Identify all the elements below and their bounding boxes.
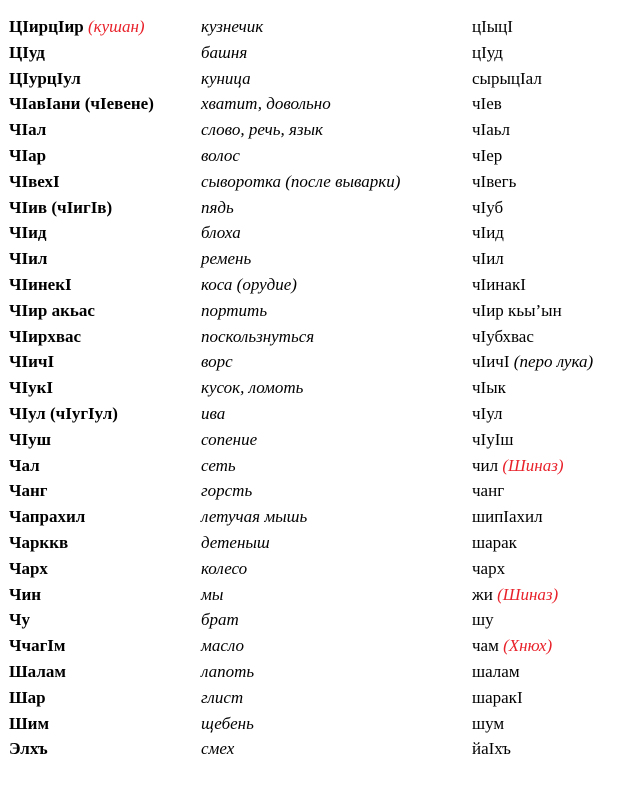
meaning-cell: сопение [201, 429, 258, 449]
table-row [9, 195, 634, 221]
cognate-text: шалам [472, 661, 520, 681]
meaning-cell: щебень [201, 713, 254, 733]
word-text: ЧIид [9, 223, 47, 243]
cognate-cell [472, 324, 534, 350]
cognate-cell [472, 711, 504, 737]
cognate-text: чIил [472, 249, 504, 269]
cognate-cell [472, 607, 494, 633]
meaning-cell: смех [201, 739, 235, 759]
word-cell [9, 659, 66, 685]
word-table [9, 14, 634, 762]
cognate-text: чIвегь [472, 171, 517, 191]
word-cell [9, 349, 54, 375]
cognate-text: шу [472, 610, 494, 630]
cognate-cell [472, 349, 593, 375]
word-cell [9, 401, 118, 427]
cognate-text: чанг [472, 481, 505, 501]
cognate-cell [472, 40, 503, 66]
meaning-cell: летучая мышь [201, 507, 308, 527]
cognate-cell [472, 401, 502, 427]
word-text: ЦIурцIул [9, 68, 81, 88]
word-cell [9, 91, 154, 117]
cognate-text: сырыцIал [472, 68, 542, 88]
word-cell [9, 685, 46, 711]
meaning-cell: портить [201, 300, 268, 320]
cognate-cell [472, 195, 503, 221]
table-row [9, 711, 634, 737]
word-text: ЧIул (чIугIул) [9, 403, 118, 423]
meaning-cell: мы [201, 584, 224, 604]
cognate-cell [472, 685, 523, 711]
word-cell [9, 453, 40, 479]
word-text: ЦIирцIир [9, 17, 84, 36]
cognate-cell [472, 427, 513, 453]
meaning-cell: ремень [201, 249, 252, 269]
table-row [9, 556, 634, 582]
word-cell [9, 711, 49, 737]
table-row [9, 349, 634, 375]
cognate-text: шаракI [472, 687, 523, 707]
word-cell [9, 195, 112, 221]
word-cell [9, 66, 81, 92]
word-cell [9, 633, 65, 659]
cognate-cell [472, 117, 510, 143]
word-text: ЧIал [9, 120, 47, 140]
word-text: ЧчагIм [9, 636, 66, 656]
cognate-text: чIаьл [472, 120, 510, 140]
word-cell [9, 169, 60, 195]
cognate-text: шум [472, 713, 505, 733]
word-text: Чарккв [9, 532, 69, 552]
table-row [9, 736, 634, 762]
word-cell [9, 556, 48, 582]
meaning-cell: коса (орудие) [201, 274, 297, 294]
table-row [9, 530, 634, 556]
cognate-text: чIид [472, 223, 504, 243]
meaning-cell: блоха [201, 223, 241, 243]
table-row [9, 272, 634, 298]
meaning-cell: поскользнуться [201, 326, 315, 346]
meaning-cell: лапоть [201, 661, 255, 681]
cognate-text: шипIахил [472, 507, 543, 527]
table-row [9, 607, 634, 633]
meaning-cell: пядь [201, 197, 234, 217]
table-row [9, 40, 634, 66]
word-cell [9, 582, 41, 608]
meaning-cell: масло [201, 636, 245, 656]
cognate-text: цIуд [472, 42, 503, 62]
table-row [9, 375, 634, 401]
table-row [9, 401, 634, 427]
word-cell [9, 736, 48, 762]
word-text: ЧIинекI [9, 274, 72, 294]
cognate-text: чIуIш [472, 429, 514, 449]
word-cell [9, 272, 72, 298]
word-cell [9, 607, 30, 633]
word-text: Чарх [9, 558, 48, 578]
table-row [9, 633, 634, 659]
cognate-cell [472, 272, 526, 298]
table-row [9, 169, 634, 195]
word-cell [9, 298, 95, 324]
cognate-cell [472, 246, 504, 272]
meaning-cell: башня [201, 42, 248, 62]
cognate-cell [472, 220, 504, 246]
word-text: ЧIирхвас [9, 326, 82, 346]
word-text: ЧIир акьас [9, 300, 95, 320]
table-row [9, 453, 634, 479]
cognate-text: йаIхъ [472, 739, 511, 759]
meaning-cell: глист [201, 687, 244, 707]
word-text: ЦIуд [9, 42, 45, 62]
meaning-cell: сеть [201, 455, 236, 475]
word-text: ЧIар [9, 145, 47, 165]
word-text: ЧIил [9, 249, 48, 269]
cognate-cell [472, 633, 552, 659]
meaning-cell: брат [201, 610, 239, 630]
word-text: Чанг [9, 481, 48, 501]
cognate-cell [472, 478, 504, 504]
cognate-text: чIев [472, 94, 502, 114]
cognate-cell [472, 530, 517, 556]
meaning-cell: детеныш [201, 532, 270, 552]
cognate-cell [472, 659, 520, 685]
meaning-cell: кузнечик [201, 17, 264, 36]
meaning-cell: сыворотка (после выварки) [201, 171, 401, 191]
meaning-cell: слово, речь, язык [201, 120, 323, 140]
word-text: Шар [9, 687, 46, 707]
word-text: ЧIив (чIигIв) [9, 197, 113, 217]
word-cell [9, 324, 81, 350]
table-row [9, 66, 634, 92]
word-text: ЧIавIани (чIевене) [9, 94, 154, 114]
table-row [9, 91, 634, 117]
word-text: Чин [9, 584, 42, 604]
word-cell [9, 40, 45, 66]
cognate-cell [472, 169, 516, 195]
word-text: Шим [9, 713, 50, 733]
cognate-note: (Шиназ) [497, 584, 559, 604]
cognate-note: (Хнюх) [503, 636, 553, 656]
cognate-text: чIер [472, 145, 503, 165]
word-cell [9, 117, 46, 143]
cognate-text: шарак [472, 532, 517, 552]
meaning-cell: колесо [201, 558, 248, 578]
meaning-cell: ива [201, 403, 226, 423]
cognate-text: чил [472, 455, 499, 475]
word-cell [9, 375, 53, 401]
cognate-text: чам [472, 636, 499, 656]
cognate-text: чарх [472, 558, 506, 578]
word-text: ЧIвехI [9, 171, 60, 191]
table-row [9, 582, 634, 608]
cognate-cell [472, 504, 543, 530]
table-row [9, 220, 634, 246]
table-row [9, 478, 634, 504]
cognate-note: (Шиназ) [502, 455, 564, 475]
cognate-cell [472, 556, 505, 582]
word-cell [9, 220, 47, 246]
meaning-cell: горсть [201, 481, 253, 501]
word-cell [9, 246, 47, 272]
table-row [9, 143, 634, 169]
cognate-text: чIубхвас [472, 326, 534, 346]
word-cell [9, 427, 51, 453]
word-text: ЧIуш [9, 429, 51, 449]
cognate-note: (перо лука) [513, 352, 594, 372]
meaning-cell: волос [201, 145, 240, 165]
word-text: Чапрахил [9, 507, 86, 527]
cognate-text: чIуб [472, 197, 504, 217]
word-cell [9, 14, 145, 40]
word-text: ЧIичI [9, 352, 55, 372]
cognate-text: чIинакI [472, 274, 526, 294]
table-row [9, 659, 634, 685]
table-row [9, 246, 634, 272]
word-cell [9, 530, 68, 556]
cognate-cell [472, 14, 513, 40]
cognate-text: чIык [472, 378, 506, 398]
table-row [9, 324, 634, 350]
cognate-text: чIир кьы’ын [472, 300, 562, 320]
table-row [9, 427, 634, 453]
table-row [9, 685, 634, 711]
cognate-cell [472, 298, 562, 324]
word-text: Чал [9, 455, 40, 475]
word-cell [9, 504, 85, 530]
cognate-cell [472, 375, 506, 401]
cognate-cell [472, 736, 511, 762]
table-row [9, 504, 634, 530]
meaning-cell: кусок, ломоть [201, 378, 304, 398]
word-text: Шалам [9, 661, 66, 681]
word-note: (кушан) [88, 17, 145, 36]
word-cell [9, 478, 48, 504]
table-row [9, 117, 634, 143]
meaning-cell: ворс [201, 352, 233, 372]
cognate-text: чIичI [472, 352, 510, 372]
word-text: Элхъ [9, 739, 48, 759]
cognate-cell [472, 453, 564, 479]
word-text: Чу [9, 610, 30, 630]
meaning-cell: хватит, довольно [201, 94, 331, 114]
cognate-text: жи [472, 584, 493, 604]
word-cell [9, 143, 46, 169]
cognate-cell [472, 91, 502, 117]
cognate-cell [472, 582, 558, 608]
cognate-cell [472, 66, 542, 92]
word-text: ЧIукI [9, 378, 54, 398]
cognate-cell [472, 143, 502, 169]
meaning-cell: куница [201, 68, 251, 88]
table-row [9, 14, 634, 40]
cognate-text: цIыцI [472, 17, 513, 36]
cognate-text: чIул [472, 403, 503, 423]
table-row [9, 298, 634, 324]
